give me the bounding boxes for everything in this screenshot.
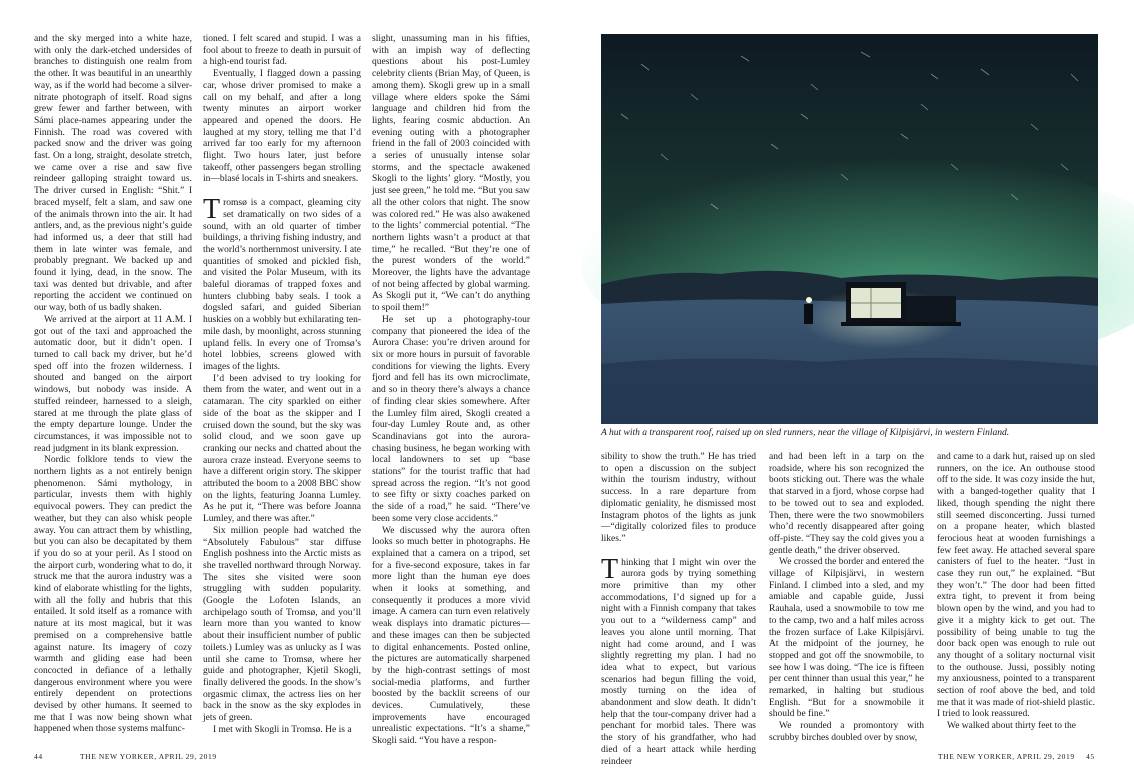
night-landscape-image [601,34,1098,424]
section-opening-paragraph [601,553,756,769]
text-column-6 [937,452,1095,750]
paragraph-text: hinking that I might win over the aurora gods by trying something more primitive than my other accommodations, I’d signed up for a night with a Finnish company that takes you out to a “wilderness camp” and leaves you alone until morning. That night had come around, and I was slightly regretting my plan. I had no idea what to expect, but various scenarios had begun filling the void, mostly turning on the idea of abandonment and slow death. It didn’t help that the tour-company driver had a penchant for morbid tales. There was the story of his grandfather, who had died of a heart attack while herding reindeer [601,557,756,767]
paragraph: Eventually, I flagged down a passing car, whose driver promised to make a call on my behalf, and after a long twenty minutes an airport worker appeared and opened the doors. He laughed at my story, telling me that I’d arrived far too early for my afternoon flight. Two hours later, just before takeoff, other passengers began strolling in—blasé locals in T-shirts and sneakers. [203,69,361,185]
paragraph: tioned. I felt scared and stupid. I was a fool about to freeze to death in pursuit of a high-end tourist fad. [203,34,361,68]
paragraph: We arrived at the airport at 11 A.M. I got out of the taxi and approached the automatic door, but it didn’t open. I turned to call back my driver, but he’d sped off into the frozen wilderness. I shouted and banged on the airport windows, but nobody was inside. A stuffed reindeer, harnessed to a sleigh, stared at me through the plate glass of the empty departure lounge. Under the circumstances, it was impossible not to read judgment in its blank expression. [34,314,192,454]
hut-photograph [601,34,1098,424]
sled-runners [841,322,961,326]
paragraph: We rounded a promontory with scrubby birches doubled over by snow, [769,721,924,743]
paragraph: We discussed why the aurora often looks so much better in photographs. He explained that a camera on a tripod, set for a five-second exposure, takes in far more light than the human eye does when it looks at something, and consequently it produces a more vivid image. A camera can turn even relatively weak displays into dramatic pictures—and these images can then be subjected to digital enhancements. Posted online, the pictures are automatically sharpened by the high-contrast settings of most social-media platforms, and further boosted by the backlit screens of our devices. Cumulatively, these improvements have encouraged unrealistic expectations. “It’s a shame,” Skogli said. “You have a respon- [372,525,530,747]
paragraph: We crossed the border and entered the village of Kilpisjärvi, in western Finland. I climbed into a sled, and my amiable and capable guide, Jussi Rauhala, used a snowmobile to tow me to the camp, two and a half miles across the frozen surface of Lake Kilpisjärvi. At the midpoint of the journey, he stopped and got off the snowmobile, to see how I was doing. “The ice is fifteen per cent thinner than usual this year,” he remarked, in halting but studious English. “But for a snowmobile it should be fine.” [769,557,924,720]
section-opening-paragraph [203,194,361,374]
paragraph: Six million people had watched the “Absolutely Fabulous” star diffuse English poshness into the Arctic mists as she travelled northward through Norway. The sites she visited were soon struggling with sudden popularity. (Google the Lofoten Islands, an archipelago south of Tromsø, and you’ll learn more than you wanted to know about their insufficient number of public toilets.) Lumley was as unlucky as I was until she came to Tromsø, where her guide and photographer, Kjetil Skogli, finally delivered the goods. In the show’s orgasmic climax, the actress lies on her back in the snow as the sky explodes in jets of green. [203,525,361,724]
text-column-2 [203,34,361,750]
page-number-left: 44 [34,752,43,761]
text-column-4 [601,452,756,767]
text-column-5 [769,452,924,750]
paragraph: and the sky merged into a white haze, with only the dark-etched undersides of branches to distinguish one realm from the other. It was beautiful in an unearthly way, as if the world had become a silver-nitrate photograph of itself. Road signs grew fewer and farther between, with Sámi place-names appearing under the Finnish. The road was covered with packed snow and the driver was going fast. On a long, straight, desolate stretch, we came over a rise and saw five reindeer galloping straight toward us. The driver cursed in English: “Shit.” I braced myself, felt a slam, and saw one of the animals thrown into the air. It had antlers, and, as the previous night’s guide had informed us, a deer that still had them in late winter was female, and probably pregnant. We backed up and found it lying, dead, in the snow. The taxi was dented but drivable, and after reporting the accident we continued on our way, both of us badly shaken. [34,34,192,314]
paragraph: slight, unassuming man in his fifties, with an impish way of deflecting questions about his post-Lumley celebrity clients (Brian May, of Queen, is among them). Skogli grew up in a small village where elders spoke the Sámi language and children hid from the lights, fearing cosmic abduction. An evening outing with a photographer friend in the fall of 2003 coincided with a series of unusually intense solar storms, and the spectacle awakened Skogli to the lights’ glory. “Mostly, you just see green,” he told me. “But you saw all the other colors that night. The snow was colored red.” He was also awakened to the lights’ commercial potential. “The northern lights wasn’t a product at that time,” he recalled. “But they’re one of the purest wonders of the world.” Moreover, the lights have the advantage of not being affected by global warming. As Skogli put it, “We can’t do anything to spoil them!” [372,34,530,314]
paragraph: He set up a photography-tour company that pioneered the idea of the Aurora Chase: you’re driven around for six or more hours in pursuit of favorable conditions for viewing the lights. Every fjord and fell has its own microclimate, and so in theory there’s always a chance of finding clear skies somewhere. After the Lumley film aired, Skogli created a four-day Lumley Route and, as other Scandinavians got into the aurora-chasing business, he began working with local landowners to set up “base stations” for the tourist traffic that had spread across the region. “It’s not good to see fifty or sixty coaches parked on the side of a road,” he said. “There’ve been some very close accidents.” [372,314,530,524]
paragraph: We walked about thirty feet to the [947,721,1077,732]
paragraph: and had been left in a tarp on the roadside, where his son recognized the boots sticking out. There was the whale that starved in a fjord, whose corpse had to be towed out to sea and exploded. Then, there were the two snowmobilers who’d recently disappeared after going off-piste. “They say the cold gives you a gentle death,” the driver observed. [769,452,924,556]
text-column-1 [34,34,192,750]
text-column-3 [372,34,530,750]
folio-magazine-left: THE NEW YORKER, APRIL 29, 2019 [80,752,217,761]
paragraph: sibility to show the truth.” He has tried to open a discussion on the subject within the tourism industry, without success. In a rare departure from diplomatic geniality, he dismissed most Instagram photos of the lights as junk—“digitally colorized files to produce likes.” [601,452,756,544]
snow-foreground [601,358,1098,424]
page-number-right: 45 [1086,752,1095,761]
paragraph: Nordic folklore tends to view the northern lights as a not entirely benign phenomenon. Sámi mythology, in particular, invests them with highly equivocal powers. They can predict the weather, but they can also whisk people away. You can attract them by whistling, but you can also be decapitated by them if you do so at your peril. As I stood on the airport curb, wondering what to do, it struck me that the aurora industry was a kind of elaborate whistling for the lights, with all the folly and hubris that this entailed. It sold itself as a romance with nature at its most magical, but it was premised on a comprehensive battle against nature. Its imagery of cozy warmth and gliding ease had been concocted in defiance of a lethally dangerous environment where you were entirely dependent on protections devised by other humans. It seemed to me that I was now being shown what happened when those systems malfunc- [34,455,192,735]
drop-cap: T [601,553,619,585]
folio-magazine-right: THE NEW YORKER, APRIL 29, 2019 [938,752,1075,761]
paragraph-text: romsø is a compact, gleaming city set dramatically on two sides of a sound, with an old quarter of timber buildings, a thriving fishing industry, and the world’s northernmost university. I ate quantities of smoked and pickled fish, and visited the Polar Museum, with its baleful dioramas of trapped foxes and hunters clubbing baby seals. I took a dogsled safari, and guided Siberian huskies on a wobbly but exhilarating ten-mile dash, by moonlight, across stunning upland fells. In every one of Tromsø’s hotel lobbies, screens glowed with images of the lights. [203,198,361,372]
paragraph: I met with Skogli in Tromsø. He is a [213,724,352,735]
drop-cap: T [203,194,221,226]
photo-caption: A hut with a transparent roof, raised up on sled runners, near the village of Kilpisjärvi, in western Finland. [601,428,1010,438]
paragraph: I’d been advised to try looking for them from the water, and went out in a catamaran. The city sparkled on either side of the boat as the skipper and I cruised down the sound, but the sky was solid cloud, and we soon gave up cranking our necks and chatted about the aurora craze instead. Everyone seems to have a different origin story. The skipper attributed the boom to a 2008 BBC show on the lights, featuring Joanna Lumley. As he put it, “There was before Joanna Lumley, and there was after.” [203,373,361,525]
paragraph: and came to a dark hut, raised up on sled runners, on the ice. An outhouse stood off to the side. It was cozy inside the hut, with a banged-together quality that I liked, though spending the night there still seemed disconcerting. Jussi turned on a propane heater, which blasted ferocious heat at wooden furnishings a few feet away. He attached several spare canisters of fuel to the heater. “Just in case they run out,” he explained. “But they won’t.” The door had been fitted extra tight, to prevent it from being blown open by the wind, and you had to give it a mighty kick to get out. The possibility of being unable to tug the door back open was enough to rule out any thought of a solitary nocturnal visit to the outhouse. Jussi, possibly noting my anxiousness, pointed to a transparent section of roof above the bed, and told me that it was made of riot-shield plastic. I tried to look reassured. [937,452,1095,720]
